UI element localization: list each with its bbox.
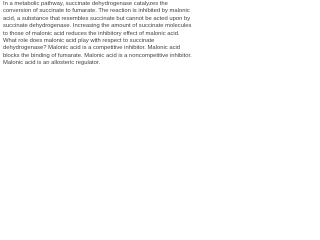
question-text: In a metabolic pathway, succinate dehydrogenase catalyzes the conversion of succinate to fumarate. The reaction is inhibited by malonic acid, a substance that resembles succinate but cannot be acted upon by succinate dehydrogenase. Increasing the amount of succinate molecules to those of malonic acid reduces the inhibitory effect of malonic acid. What role does malonic acid play with respect to succinate dehydrogenase? Malonic acid is a competitive inhibitor. Malonic acid blocks the binding of fumarate. Malonic acid is a noncompetitive inhibitor. Malonic acid is an allosteric regulator. xyxy=(3,1,192,67)
question-card xyxy=(0,0,196,88)
